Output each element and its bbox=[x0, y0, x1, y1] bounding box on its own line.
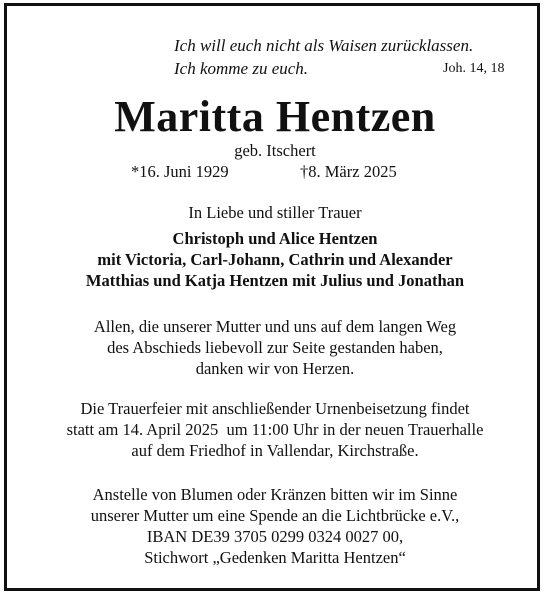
family-line: mit Victoria, Carl-Johann, Cathrin und Alexander bbox=[97, 250, 453, 269]
bible-verse-reference: Joh. 14, 18 bbox=[443, 61, 505, 76]
ceremony-line: Die Trauerfeier mit anschließender Urnenbeisetzung findet bbox=[80, 399, 470, 418]
birth-date: *16. Juni 1929 bbox=[131, 162, 229, 181]
family-list bbox=[0, 228, 550, 291]
thanks-paragraph bbox=[0, 316, 550, 379]
family-line: Christoph und Alice Hentzen bbox=[172, 229, 378, 248]
ceremony-line: auf dem Friedhof in Vallendar, Kirchstraße. bbox=[131, 441, 419, 460]
deceased-name: Maritta Hentzen bbox=[114, 92, 436, 141]
ceremony-line: statt am 14. April 2025 um 11:00 Uhr in der neuen Trauerhalle bbox=[66, 420, 484, 439]
donation-iban: IBAN DE39 3705 0299 0324 0027 00, bbox=[146, 527, 404, 546]
thanks-line: danken wir von Herzen. bbox=[195, 359, 355, 378]
bible-verse-line-2: Ich komme zu euch. bbox=[174, 59, 309, 78]
birth-name: geb. Itschert bbox=[234, 141, 316, 160]
family-line: Matthias und Katja Hentzen mit Julius und Jonathan bbox=[85, 271, 465, 290]
mourning-intro: In Liebe und stiller Trauer bbox=[188, 203, 362, 222]
donation-paragraph bbox=[0, 484, 550, 568]
death-date: †8. März 2025 bbox=[300, 162, 397, 181]
donation-line: Anstelle von Blumen oder Kränzen bitten wir im Sinne bbox=[92, 485, 458, 504]
donation-keyword: Stichwort „Gedenken Maritta Hentzen“ bbox=[144, 548, 406, 567]
thanks-line: des Abschieds liebevoll zur Seite gestanden haben, bbox=[107, 338, 443, 357]
ceremony-paragraph bbox=[0, 398, 550, 461]
thanks-line: Allen, die unserer Mutter und uns auf dem langen Weg bbox=[93, 317, 457, 336]
donation-line: unserer Mutter um eine Spende an die Lichtbrücke e.V., bbox=[90, 506, 460, 525]
bible-verse-line-1: Ich will euch nicht als Waisen zurücklassen. bbox=[174, 36, 474, 55]
